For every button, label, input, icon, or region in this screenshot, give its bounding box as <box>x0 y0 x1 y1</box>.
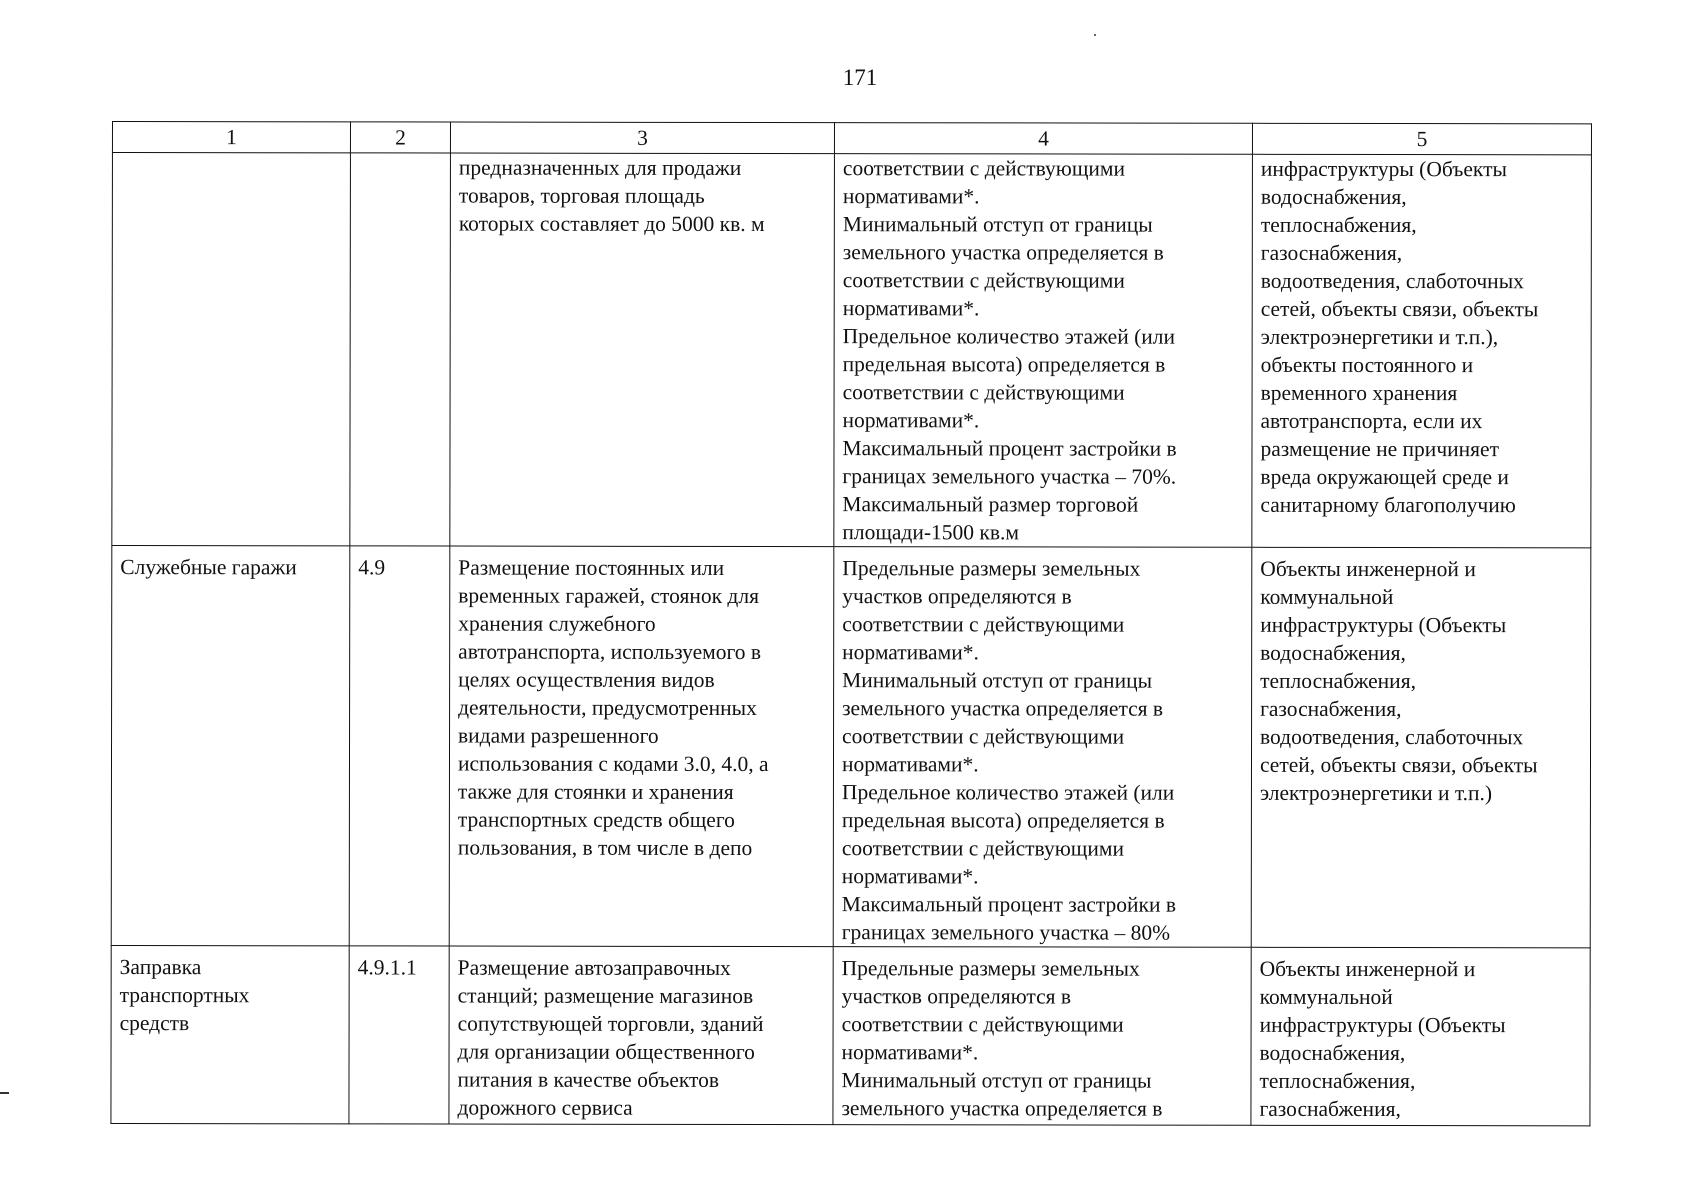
table-row <box>111 546 1591 948</box>
use-code-cell: 4.9 <box>349 546 450 946</box>
use-code-cell: 4.9.1.1 <box>349 946 449 1124</box>
scan-speck <box>1094 34 1096 36</box>
auxiliary-uses-cell: инфраструктуры (Объекты водоснабжения, теплоснабжения, газоснабжения, водоотведения, слаботочных сетей, объекты связи, объекты электроэнергетики и т.п.), объекты постоянного и временного хранения автотранспорта, если их размещение не причиняет вреда окружающей среде и санитарному благополучию <box>1252 154 1592 548</box>
use-description-cell: предназначенных для продажи товаров, торговая площадь которых составляет до 5000 кв. м <box>450 153 835 547</box>
land-use-table <box>110 121 1592 1126</box>
page-number: 171 <box>842 65 878 90</box>
parameters-cell: соответствии с действующими нормативами*. Минимальный отступ от границы земельного участка определяется в соответствии с действующими нормативами*. Предельное количество этажей (или предельная высота) определяется в соответствии с действующими нормативами*. Максимальный процент застройки в границах земельного участка – 70%. Максимальный размер торговой площади-1500 кв.м <box>834 154 1253 548</box>
parameters-cell: Предельные размеры земельных участков определяются в соответствии с действующими нормативами*. Минимальный отступ от границы земельного участка определяется в соответствии с действующими нормативами*. Предельное количество этажей (или предельная высота) определяется в соответствии с действующими нормативами*. Максимальный процент застройки в границах земельного участка – 80% <box>833 547 1252 948</box>
header-col-1: 1 <box>112 122 350 153</box>
use-name-cell <box>112 153 351 546</box>
header-col-5: 5 <box>1252 123 1591 155</box>
use-name-cell: Служебные гаражи <box>111 546 350 946</box>
margin-mark <box>0 1092 9 1094</box>
table-row <box>111 945 1590 1125</box>
use-description-cell: Размещение автозаправочных станций; размещение магазинов сопутствующей торговли, зданий для организации общественного питания в качестве объектов дорожного сервиса <box>449 946 833 1125</box>
use-description-cell: Размещение постоянных или временных гаражей, стоянок для хранения служебного автотранспорта, используемого в целях осуществления видов деятельности, предусмотренных видами разрешенного использования с кодами 3.0, 4.0, а также для стоянки и хранения транспортных средств общего пользования, в том числе в депо <box>449 546 834 947</box>
header-col-2: 2 <box>350 122 450 153</box>
header-col-3: 3 <box>450 122 834 154</box>
auxiliary-uses-cell: Объекты инженерной и коммунальной инфраструктуры (Объекты водоснабжения, теплоснабжения, газоснабжения, <box>1251 947 1590 1126</box>
table-row <box>112 153 1592 548</box>
table-header-row <box>112 122 1591 155</box>
use-name-cell: Заправка транспортных средств <box>111 945 349 1123</box>
use-code-cell <box>350 153 451 546</box>
parameters-cell: Предельные размеры земельных участков определяются в соответствии с действующими нормативами*. Минимальный отступ от границы земельного участка определяется в <box>833 947 1251 1126</box>
header-col-4: 4 <box>834 123 1252 155</box>
auxiliary-uses-cell: Объекты инженерной и коммунальной инфраструктуры (Объекты водоснабжения, теплоснабжения, газоснабжения, водоотведения, слаботочных сетей, объекты связи, объекты электроэнергетики и т.п.) <box>1251 547 1591 948</box>
